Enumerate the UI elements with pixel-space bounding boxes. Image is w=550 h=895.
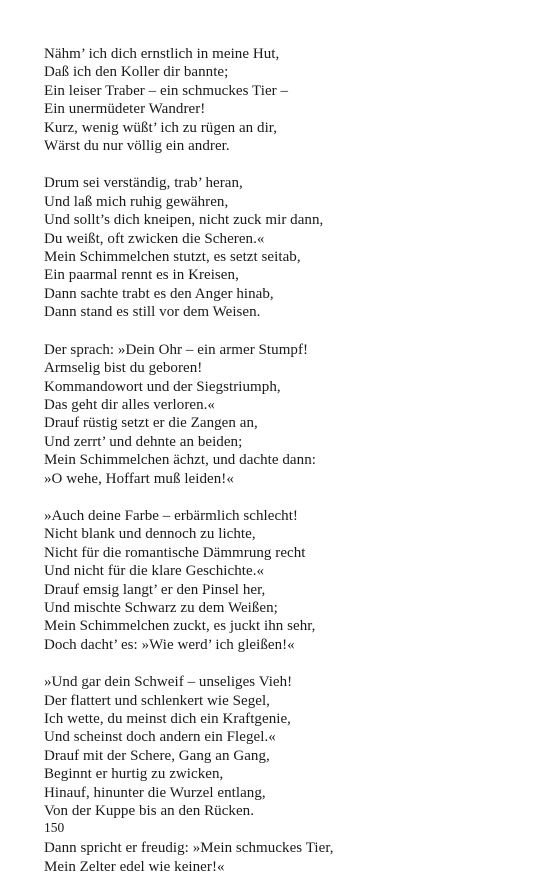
poem-line: Mein Schimmelchen zuckt, es juckt ihn sehr, [44, 618, 316, 635]
poem-line: Daß ich den Koller dir bannte; [44, 64, 229, 81]
poem-line: Mein Schimmelchen stutzt, es setzt seitab, [44, 249, 301, 266]
poem-line: Doch dacht’ es: »Wie werd’ ich gleißen!« [44, 636, 295, 653]
poem-line: Und scheinst doch andern ein Flegel.« [44, 729, 276, 746]
poem-line: Das geht dir alles verloren.« [44, 396, 215, 413]
poem-line: Der sprach: »Dein Ohr – ein armer Stumpf! [44, 341, 309, 358]
page-number: 150 [44, 820, 65, 835]
poem-stanza [44, 341, 514, 488]
poem-line: Armselig bist du geboren! [44, 360, 203, 377]
poem-line: Ich wette, du meinst dich ein Kraftgenie, [44, 711, 291, 727]
poem-line: Kurz, wenig wüßt’ ich zu rügen an dir, [44, 119, 278, 136]
poem-line: Und sollt’s dich kneipen, nicht zuck mir dann, [44, 212, 324, 229]
poem-line: Drum sei verständig, trab’ heran, [44, 175, 243, 192]
poem-line: Du weißt, oft zwicken die Scheren.« [44, 230, 265, 247]
poem-line: Von der Kuppe bis an den Rücken. [44, 803, 255, 820]
poem-line: Ein paarmal rennt es in Kreisen, [44, 267, 239, 284]
poem-line: Und nicht für die klare Geschichte.« [44, 563, 265, 580]
poem-line: »Und gar dein Schweif – unseliges Vieh! [44, 674, 293, 691]
poem-line: Und zerrt’ und dehnte an beiden; [44, 433, 243, 450]
poem-line: »O wehe, Hoffart muß leiden!« [44, 470, 234, 487]
poem-line: Mein Zelter edel wie keiner!« [44, 858, 225, 875]
poem-line: Dann spricht er freudig: »Mein schmuckes Tier, [44, 840, 334, 857]
poem-line: Nicht für die romantische Dämmrung recht [44, 544, 306, 561]
poem-line: Ein leiser Traber – ein schmuckes Tier – [44, 82, 289, 99]
poem-line: »Auch deine Farbe – erbärmlich schlecht! [44, 507, 298, 524]
poem-stanza [44, 45, 514, 155]
poem-line: Ein unermüdeter Wandrer! [44, 101, 206, 118]
poem-line: Wärst du nur völlig ein andrer. [44, 138, 230, 155]
poem-line: Und laß mich ruhig gewähren, [44, 193, 229, 210]
poem-line: Und mischte Schwarz zu dem Weißen; [44, 599, 278, 616]
poem-stanza [44, 839, 514, 876]
poem-line: Kommandowort und der Siegstriumph, [44, 378, 281, 395]
poem-stanza [44, 673, 514, 820]
poem-line: Nicht blank und dennoch zu lichte, [44, 526, 256, 543]
poem-line: Drauf emsig langt’ er den Pinsel her, [44, 581, 266, 598]
poem-line: Dann sachte trabt es den Anger hinab, [44, 285, 274, 302]
poem-line: Beginnt er hurtig zu zwicken, [44, 766, 224, 783]
poem-line: Hinauf, hinunter die Wurzel entlang, [44, 784, 266, 801]
poem-text [44, 45, 514, 895]
poem-line: Der flattert und schlenkert wie Segel, [44, 692, 270, 709]
poem-stanza [44, 507, 514, 654]
poem-stanza [44, 174, 514, 321]
poem-line: Nähm’ ich dich ernstlich in meine Hut, [44, 46, 280, 62]
poem-line: Drauf rüstig setzt er die Zangen an, [44, 415, 258, 432]
poem-line: Dann stand es still vor dem Weisen. [44, 304, 261, 321]
poem-line: Drauf mit der Schere, Gang an Gang, [44, 747, 270, 764]
poem-line: Mein Schimmelchen ächzt, und dachte dann: [44, 452, 316, 469]
